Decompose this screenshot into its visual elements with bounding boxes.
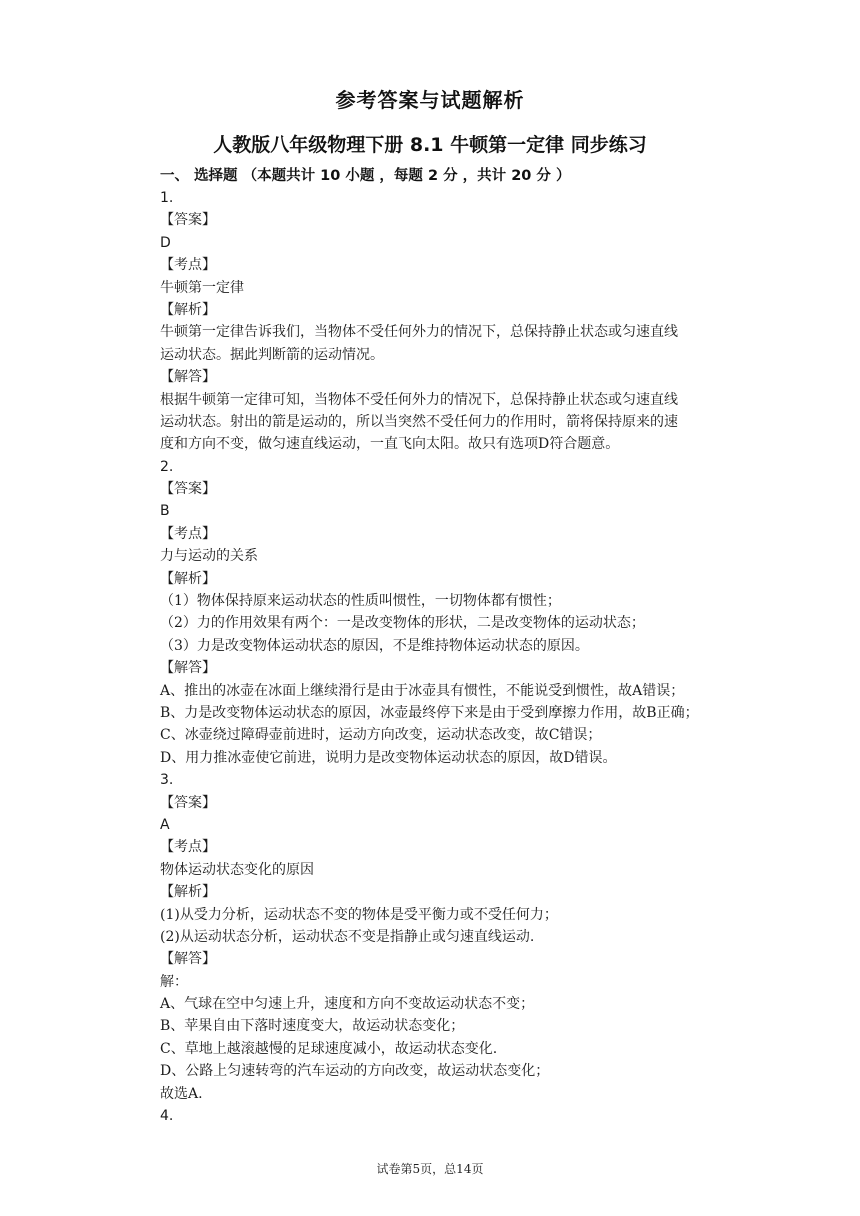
- solution-text: 运动状态。射出的箭是运动的，所以当突然不受任何力的作用时，箭将保持原来的速: [160, 413, 678, 430]
- topic-text: 牛顿第一定律: [160, 279, 244, 296]
- question-number: 2.: [160, 458, 174, 475]
- solution-text: 度和方向不变，做匀速直线运动，一直飞向太阳。故只有选项D符合题意。: [160, 436, 620, 453]
- solution-option: D、公路上匀速转弯的汽车运动的方向改变，故运动状态变化；: [160, 1063, 550, 1080]
- question-number: 1.: [160, 190, 174, 206]
- solution-option: D、用力推冰壶使它前进，说明力是改变物体运动状态的原因，故D错误。: [160, 749, 617, 766]
- analysis-text: （3）力是改变物体运动状态的原因，不是维持物体运动状态的原因。: [160, 637, 589, 654]
- solution-option: C、草地上越滚越慢的足球速度减小，故运动状态变化.: [160, 1040, 498, 1057]
- document-subtitle: 人教版八年级物理下册 8.1 牛顿第一定律 同步练习: [213, 134, 647, 156]
- solution-option: B、力是改变物体运动状态的原因，冰壶最终停下来是由于受到摩擦力作用，故B正确；: [160, 704, 699, 721]
- answer-value: B: [160, 503, 170, 520]
- topic-text: 物体运动状态变化的原因: [160, 861, 314, 878]
- analysis-label: 【解析】: [160, 884, 216, 901]
- topic-label: 【考点】: [160, 839, 216, 856]
- analysis-text: 牛顿第一定律告诉我们，当物体不受任何外力的情况下，总保持静止状态或匀速直线: [160, 324, 678, 341]
- question-number: 3.: [160, 772, 174, 789]
- analysis-text: (1)从受力分析，运动状态不变的物体是受平衡力或不受任何力；: [160, 906, 558, 923]
- topic-label: 【考点】: [160, 257, 216, 274]
- solution-text: 解：: [160, 973, 188, 990]
- answer-value: A: [160, 816, 170, 833]
- answer-body: [160, 187, 740, 1127]
- solution-option: B、苹果自由下落时速度变大，故运动状态变化；: [160, 1018, 465, 1035]
- analysis-text: 运动状态。据此判断箭的运动情况。: [160, 346, 384, 363]
- solution-conclusion: 故选A.: [160, 1085, 203, 1102]
- solution-option: C、冰壶绕过障碍壶前进时，运动方向改变，运动状态改变，故C错误；: [160, 727, 602, 744]
- solution-label: 【解答】: [160, 369, 216, 386]
- section-heading: 一、 选择题 （本题共计 10 小题 ，每题 2 分 ，共计 20 分 ）: [160, 168, 571, 184]
- answer-value: D: [160, 234, 171, 251]
- answer-label: 【答案】: [160, 794, 216, 811]
- analysis-text: （2）力的作用效果有两个：一是改变物体的形状，二是改变物体的运动状态；: [160, 615, 645, 632]
- analysis-text: （1）物体保持原来运动状态的性质叫惯性，一切物体都有惯性；: [160, 593, 561, 610]
- solution-label: 【解答】: [160, 660, 216, 677]
- analysis-label: 【解析】: [160, 570, 216, 587]
- solution-label: 【解答】: [160, 951, 216, 968]
- solution-text: 根据牛顿第一定律可知，当物体不受任何外力的情况下，总保持静止状态或匀速直线: [160, 391, 678, 408]
- solution-option: A、推出的冰壶在冰面上继续滑行是由于冰壶具有惯性，不能说受到惯性，故A错误；: [160, 682, 685, 699]
- question-number: 4.: [160, 1108, 174, 1125]
- document-title: 参考答案与试题解析: [335, 88, 525, 112]
- topic-label: 【考点】: [160, 525, 216, 542]
- answer-label: 【答案】: [160, 212, 216, 229]
- analysis-label: 【解析】: [160, 301, 216, 318]
- page-footer: 试卷第5页，总14页: [376, 1162, 484, 1176]
- topic-text: 力与运动的关系: [160, 548, 258, 565]
- solution-option: A、气球在空中匀速上升，速度和方向不变故运动状态不变；: [160, 996, 535, 1013]
- analysis-text: (2)从运动状态分析，运动状态不变是指静止或匀速直线运动.: [160, 928, 535, 945]
- answer-label: 【答案】: [160, 481, 216, 498]
